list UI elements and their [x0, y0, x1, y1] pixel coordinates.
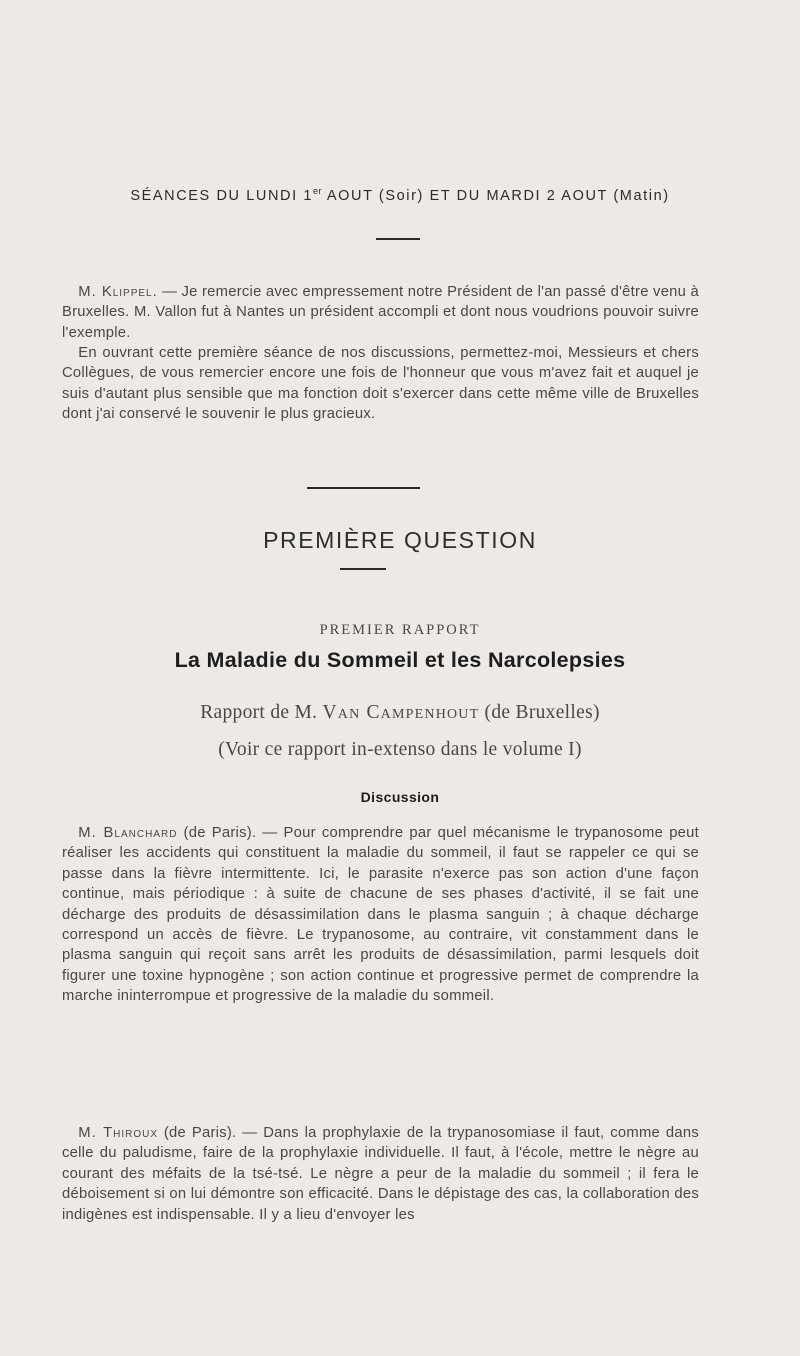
report-title: La Maladie du Sommeil et les Narcolepsies: [174, 648, 626, 672]
report-author: [0, 702, 800, 724]
author-pre: Rapport de M.: [200, 702, 323, 723]
divider-section: [307, 487, 420, 489]
paragraph-thiroux: [62, 1123, 699, 1225]
running-head-post: AOUT (Soir) ET DU MARDI 2 AOUT (Matin): [322, 188, 670, 204]
report-reference: (Voir ce rapport in-extenso dans le volume I): [218, 739, 582, 760]
paragraph-klippel: [62, 282, 699, 343]
running-head: [0, 188, 800, 204]
speaker-klippel: M. Klippel.: [78, 284, 158, 300]
section-question: PREMIÈRE QUESTION: [263, 527, 537, 553]
klippel-text-2: En ouvrant cette première séance de nos discussions, permettez-moi, Messieurs et chers Collègues, de vous remercier encore une fois de l'honneur que vous m'avez fait et auquel je suis d'autant plus sensible que ma fonction doit s'exercer dans cette même ville de Bruxelles dont j'ai conservé le souvenir le plus gracieux.: [62, 345, 699, 423]
divider-question: [340, 568, 386, 570]
author-post: (de Bruxelles): [479, 702, 600, 723]
speaker-thiroux: M. Thiroux: [78, 1125, 158, 1141]
divider-top: [376, 238, 420, 240]
thiroux-text: (de Paris). — Dans la prophylaxie de la trypanosomiase il faut, comme dans celle du paludisme, faire de la prophylaxie individuelle. Il faut, à l'école, mettre le nègre au courant des méfaits de la tsé-tsé. Le nègre a peur de la maladie du sommeil ; il fera le déboisement si on lui démontre son efficacité. Dans le dépistage des cas, la collaboration des indigènes est indispensable. Il y a lieu d'envoyer les: [62, 1125, 699, 1223]
paragraph-blanchard: [62, 823, 699, 1007]
running-head-sup: er: [313, 186, 323, 197]
discussion-heading: Discussion: [360, 789, 440, 805]
blanchard-text: (de Paris). — Pour comprendre par quel mécanisme le trypanosome peut réaliser les accidents qui constituent la maladie du sommeil, il faut se rappeler ce qui se passe dans la fièvre intermittente. Ici, le parasite n'exerce pas son action d'une façon continue, mais périodique : à suite de chacune de ses phases d'activité, il se fait une décharge des produits de désassimilation dans le plasma sanguin ; à chaque décharge correspond un accès de fièvre. Le trypanosome, au contraire, vit constamment dans le plasma sanguin qui reçoit sans arrêt les produits de désassimilation, parmi lesquels doit figurer une toxine hypnogène ; son action continue et progressive permet de comprendre la marche ininterrompue et progressive de la maladie du sommeil.: [62, 825, 699, 1005]
speaker-blanchard: M. Blanchard: [78, 825, 178, 841]
author-name: Van Campenhout: [322, 702, 480, 723]
paragraph-klippel-2: [62, 343, 699, 425]
report-label: PREMIER RAPPORT: [319, 622, 481, 638]
running-head-pre: SÉANCES DU LUNDI 1: [130, 188, 314, 204]
klippel-text: — Je remercie avec empressement notre Président de l'an passé d'être venu à Bruxelles. M. Vallon fut à Nantes un président accompli et dont nous voudrions pouvoir suivre l'exemple.: [62, 284, 699, 341]
